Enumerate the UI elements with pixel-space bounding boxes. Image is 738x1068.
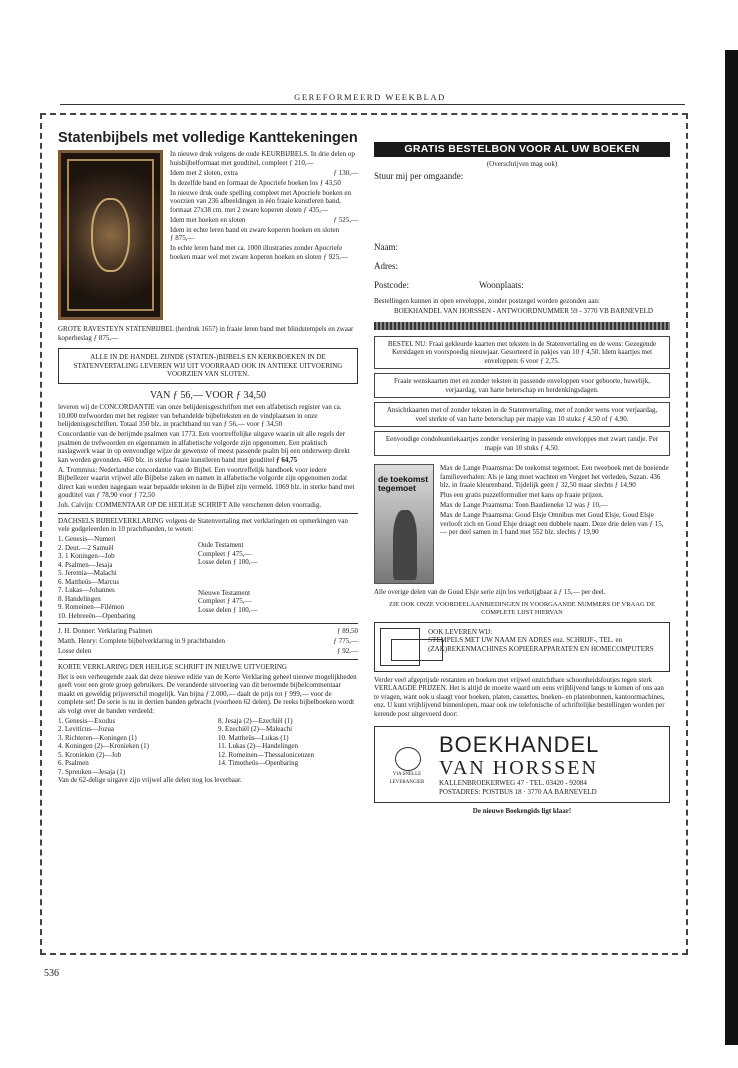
book-cover-image — [374, 464, 434, 584]
ot-losse: Losse delen ƒ 100,— — [198, 558, 258, 566]
lange-section — [374, 464, 670, 597]
divider — [58, 659, 358, 660]
stuur-label: Stuur mij per omgaande: — [374, 171, 464, 181]
decorative-strip — [374, 322, 670, 330]
van-voor-heading: VAN ƒ 56,— VOOR ƒ 34,50 — [149, 389, 267, 401]
scan-edge-bar — [725, 50, 738, 1045]
kv-item: 14. Timotheüs—Openbaring — [218, 759, 299, 767]
volume-item: 10. Hebreeën—Openbaring — [58, 611, 136, 620]
bible-offer-2: Idem met 2 sloten, extra ƒ 130,— — [170, 168, 358, 177]
divider — [58, 623, 358, 624]
alle-bijbels-box: ALLE IN DE HANDEL ZIJNDE (STATEN-)BIJBELS EN KERKBOEKEN IN DE STATENVERTALING LEVEREN WIJ UIT VOORRAAD OOK IN ANTIEKE UITVOERING VOORZIEN VAN SLOTEN. — [58, 348, 358, 384]
bestelbon-title: GRATIS BESTELBON VOOR AL UW BOEKEN — [374, 142, 670, 157]
postcode-row — [374, 280, 670, 291]
korte-verklaring-text: Het is een verheugende zaak dat deze nieuwe editie van de Korte Verklaring geheel nieuwe mogelijkheden geeft voor een grote groep gebruikers. De veranderde uitvoering van dit beroemde bijbelcommentaar maakt en geweldig prijsverschil mogelijk. Van bijna ƒ 2.000,— daalt de prijs tot ƒ 999,— voor de complete set! De serie is nu in dertien banden gebracht (voorheen 62 delen). De reeks bijbelboeken wordt als volgt over de banden verdeeld: — [58, 672, 357, 715]
statenbijbels-title: Statenbijbels met volledige Kanttekeningen — [58, 130, 358, 146]
kv-item: 4. Koningen (2)—Kronieken (1) — [58, 742, 149, 750]
ot-label: Oude Testament — [198, 541, 244, 549]
ravesteyn-offer: GROTE RAVESTEYN STATENBIJBEL (herdruk 1657) in fraaie leren band met blindstempels en zwaar koperbeslag ƒ 875,— — [58, 325, 354, 342]
bestellingen-text: Bestellingen kunnen in open enveloppe, zonder postzegel worden gezonden aan: — [374, 297, 600, 305]
logo-name-line1: BOEKHANDEL — [439, 732, 600, 757]
bestelbon-subtitle: (Overschrijven mag ook) — [486, 159, 558, 168]
nt-label: Nieuwe Testament — [198, 588, 251, 597]
ook-leveren-box — [374, 622, 670, 672]
postcode-field: Postcode: — [374, 280, 409, 290]
dachsels-volumes — [58, 535, 358, 620]
kv-item: 1. Genesis—Exodus — [58, 716, 116, 725]
volume-item: 5. Jeremia—Malachi — [58, 569, 117, 577]
kv-footer: Van de 62-delige uitgave zijn vrijwel alle delen nog los leverbaar. — [58, 776, 242, 784]
kv-item: 7. Spreuken—Jesaja (1) — [58, 767, 126, 776]
dachsels-intro: DACHSELS BIJBELVERKLARING volgens de Statenvertaling met verklaringen en opmerkingen van vele godgeleerden in 10 prachtbanden, te weten: — [58, 516, 348, 533]
book-cover-title: de toekomst tegemoet — [378, 474, 429, 493]
volume-item: 8. Handelingen — [58, 594, 101, 603]
korte-verklaring-volumes — [58, 717, 358, 777]
ansichtkaarten-box: Ansichtkaarten met of zonder teksten in de Statenvertaling, met of zonder wens voor verjaardag, veel sterkte of van harte beterschap per mapje van 10 stuks ƒ 4,50 of ƒ 4,90. — [374, 402, 670, 427]
logo-name-line2: VAN HORSSEN — [439, 757, 598, 779]
right-column — [374, 130, 670, 820]
kv-item: 12. Romeinen—Thessalonicenzen — [218, 750, 315, 759]
donner-offer: J. H. Donner: Verklaring Psalmen ƒ 89,50 — [58, 627, 358, 635]
losse-offer: Losse delen ƒ 92,— — [58, 647, 358, 655]
bible-offer-6: Idem in echte leren band en zware koperen hoeken en sloten ƒ 875,— — [170, 225, 340, 242]
wenskaarten-box: Fraaie wenskaarten met en zonder teksten in passende enveloppen voor geboorte, huwelijk, verjaardag, van harte beterschap en herdenkingsdagen. — [374, 373, 670, 398]
kv-item: 11. Lukas (2)—Handelingen — [218, 742, 299, 750]
van-horssen-mark: VIA SNELLE LEVERANCIER — [383, 745, 431, 785]
antwoordnummer: BOEKHANDEL VAN HORSSEN - ANTWOORDNUMMER 59 - 3770 VB BARNEVELD — [394, 307, 653, 315]
bible-offer-3: In dezelfde band en formaat de Apocriefe boeken los ƒ 43,50 — [170, 178, 341, 187]
woonplaats-field: Woonplaats: — [479, 280, 524, 290]
volume-item: 4. Psalmen—Jesaja — [58, 560, 113, 569]
volume-item: 6. Mattheüs—Marcus — [58, 577, 120, 586]
kv-item: 3. Richteren—Koningen (1) — [58, 733, 137, 742]
volume-item: 7. Lukas—Johannes — [58, 586, 115, 594]
volume-item: 2. Deut.—2 Samuël — [58, 543, 114, 552]
volume-item: 9. Romeinen—Filémon — [58, 603, 125, 611]
ook-text: STEMPELS MET UW NAAM EN ADRES enz. SCHRIJF-, TEL. en (ZAK)REKENMACHINES KOPIEERAPPARATEN EN HOMECOMPUTERS — [428, 636, 654, 653]
boekengids-notice: De nieuwe Boekengids ligt klaar! — [472, 807, 572, 815]
lange-offer-1: Max de Lange Praamsma: De toekomst tegemoet. Een tweeboek met de boeiende familieverhalen: Als je lang moet wachten en Vergeet het verleden, Suzan. 436 blz. in fraaie kleurenband. Tijdelijk geen ƒ 32,50 maar slechts ƒ 14,90 — [440, 464, 669, 489]
lange-offer-3: Max de Lange Praamsma: Goud Elsje Omnibus met Goud Elsje, Goud Elsje verlooft zich en Goud Elsje draagt een dubbele naam. Deze drie delen van ƒ 15,— per deel samen in 1 band met 552 blz. slechts ƒ 19,90 — [440, 511, 664, 536]
bible-cover-image — [58, 150, 163, 320]
bible-offer-4: In nieuwe druk oude spelling compleet met Apocriefe boeken en voorzien van 236 afbeeldingen in één fraaie kunstleren band, formaat 27x38 cm. met 2 zware koperen sloten ƒ 435,— — [170, 188, 351, 214]
concordantie-offer: leveren wij de CONCORDANTIE van onze belijdenisgeschriften met een alfabetisch register van ca. 10.000 trefwoorden met het register van behandelde bijbelteksten en de vindplaatsen in onze belijdenisgeschriften. Totaal 350 blz. in prachtband nu van ƒ 56,— voor ƒ 34,50 — [58, 403, 342, 428]
calvijn-offer: Joh. Calvijn: COMMENTAAR OP DE HEILIGE SCHRIFT Alle verschenen delen voorradig. — [58, 501, 322, 509]
bible-section — [58, 150, 358, 325]
nt-losse: Losse delen ƒ 100,— — [198, 605, 258, 614]
adres-field: Adres: — [374, 261, 398, 271]
bible-offer-5: Idem met hoeken en sloten ƒ 525,— — [170, 215, 358, 224]
kerstkaarten-box: BESTEL NU: Fraai gekleurde kaarten met teksten in de Statenvertaling en de wens: Gezegende Kerstdagen en voorspoedig nieuwjaar. Gesorteerd in pakjes van 10 ƒ 4,50. Idem kaartjes met enveloppen: 6 voor ƒ 2,75. — [374, 336, 670, 370]
trommius-offer: A. Trommius: Nederlandse concordantie van de Bijbel. Een voortreffelijk handboek voor iedere Bijbellezer waarin vrijwel alle Bijbelse zaken en namen in alfabetische volgorde zijn opgenomen zodat direct kan worden nagegaan waar bepaalde teksten in de Bijbel zijn vermeld. 1069 blz. in sterke band met goudtitel van ƒ 78,90 voor ƒ 72,50 — [58, 465, 355, 499]
zie-ook-notice: ZIE OOK ONZE VOORDEELAANBIEDINGEN IN VOORGAANDE NUMMERS OF VRAAG DE COMPLETE LIJST HIERVAN — [389, 600, 655, 616]
verder-text: Verder veel afgeprijsde restanten en boeken met vrijwel onzichtbare schoonheidsfoutjes tegen sterk VERLAAGDE PRIJZEN. Het is altijd de moeite waard om eens vrijblijvend langs te komen of ons aan te vragen, want ook u slaagt voor boeken, platen, cassettes, boeken- en platenbonnen, kantoormachines, enz. U kunt vrijblijvend binnenlopen, maar ook uw telefonische of schriftelijke bestellingen worden per kerende post uitgevoerd door: — [374, 675, 665, 718]
volume-item: 1. Genesis—Numeri — [58, 535, 116, 543]
naam-field: Naam: — [374, 242, 398, 252]
bible-offers — [170, 150, 358, 261]
psalmen-offer: Concordantie van de berijmde psalmen van 1773. Een voortreffelijke uitgave waarin uit alle regels der psalmen de trefwoorden en eigennamen in alfabetische volgorde zijn opgenomen. Een praktisch naslagwerk waar in op eenvoudige wijze de gewenste of meest passende psalm bij een onderwerp direkt kan worden gevonden. 460 blz. in sterke fraaie kunstleren band met goudtitel ƒ 64,75 — [58, 430, 350, 464]
kv-item: 8. Jesaja (2)—Ezechiël (1) — [218, 716, 293, 725]
boekhandel-logo — [374, 726, 670, 803]
magazine-header: GEREFORMEERD WEEKBLAD — [294, 92, 446, 102]
kv-item: 10. Mattheüs—Lukas (1) — [218, 733, 289, 742]
left-column — [58, 130, 358, 786]
divider — [58, 513, 358, 514]
volume-item: 3. 1 Koningen—Job — [58, 552, 115, 560]
kv-item: 5. Kronieken (2)—Job — [58, 750, 122, 759]
henry-offer: Matth. Henry: Complete bijbelverklaring in 9 prachtbanden ƒ 775,— — [58, 637, 358, 645]
logo-address-1: KALLENBROEKERWEG 47 · TEL. 03420 - 92084 — [439, 779, 587, 787]
ot-compleet: Compleet ƒ 475,— — [198, 549, 252, 558]
condoleance-box: Eenvoudige condoleantiekaartjes zonder versiering in passende enveloppes met zwart randje. Per mapje van 10 stuks ƒ 4,50. — [374, 431, 670, 456]
lange-offer-2: Max de Lange Praamsma: Toen Baudieneke 12 was ƒ 10,— — [440, 501, 608, 509]
bible-offer-7: In echte leren band met ca. 1000 illustraties zonder Apocriefe boeken maar wel met zware koperen hoeken en sloten ƒ 925,— — [170, 244, 348, 261]
bible-offer-1: In nieuwe druk volgens de oude KEURBIJBELS. In drie delen op huisbijbelformaat met goudtitel, compleet ƒ 210,— — [170, 150, 355, 167]
lange-offer-1b: Plus een gratis puzzelformulier met kans op fraaie prijzen. — [440, 491, 604, 499]
kv-item: 2. Leviticus—Jozua — [58, 725, 114, 733]
kv-item: 6. Psalmen — [58, 759, 89, 767]
korte-verklaring-title: KORTE VERKLARING DER HEILIGE SCHRIFT IN NIEUWE UITVOERING — [58, 662, 287, 671]
lange-offer-4: Alle overige delen van de Goud Elsje serie zijn los verkrijgbaar à ƒ 15,— per deel. — [374, 588, 606, 596]
nt-compleet: Compleet ƒ 475,— — [198, 597, 252, 605]
logo-address-2: POSTADRES: POSTBUS 18 · 3770 AA BARNEVELD — [439, 787, 597, 796]
ook-title: OOK LEVEREN WIJ: — [428, 627, 493, 636]
kv-item: 9. Ezechiël (2)—Maleachi — [218, 725, 293, 733]
header-rule — [60, 104, 685, 105]
page-number: 536 — [44, 968, 59, 979]
typewriter-icon — [380, 628, 420, 666]
